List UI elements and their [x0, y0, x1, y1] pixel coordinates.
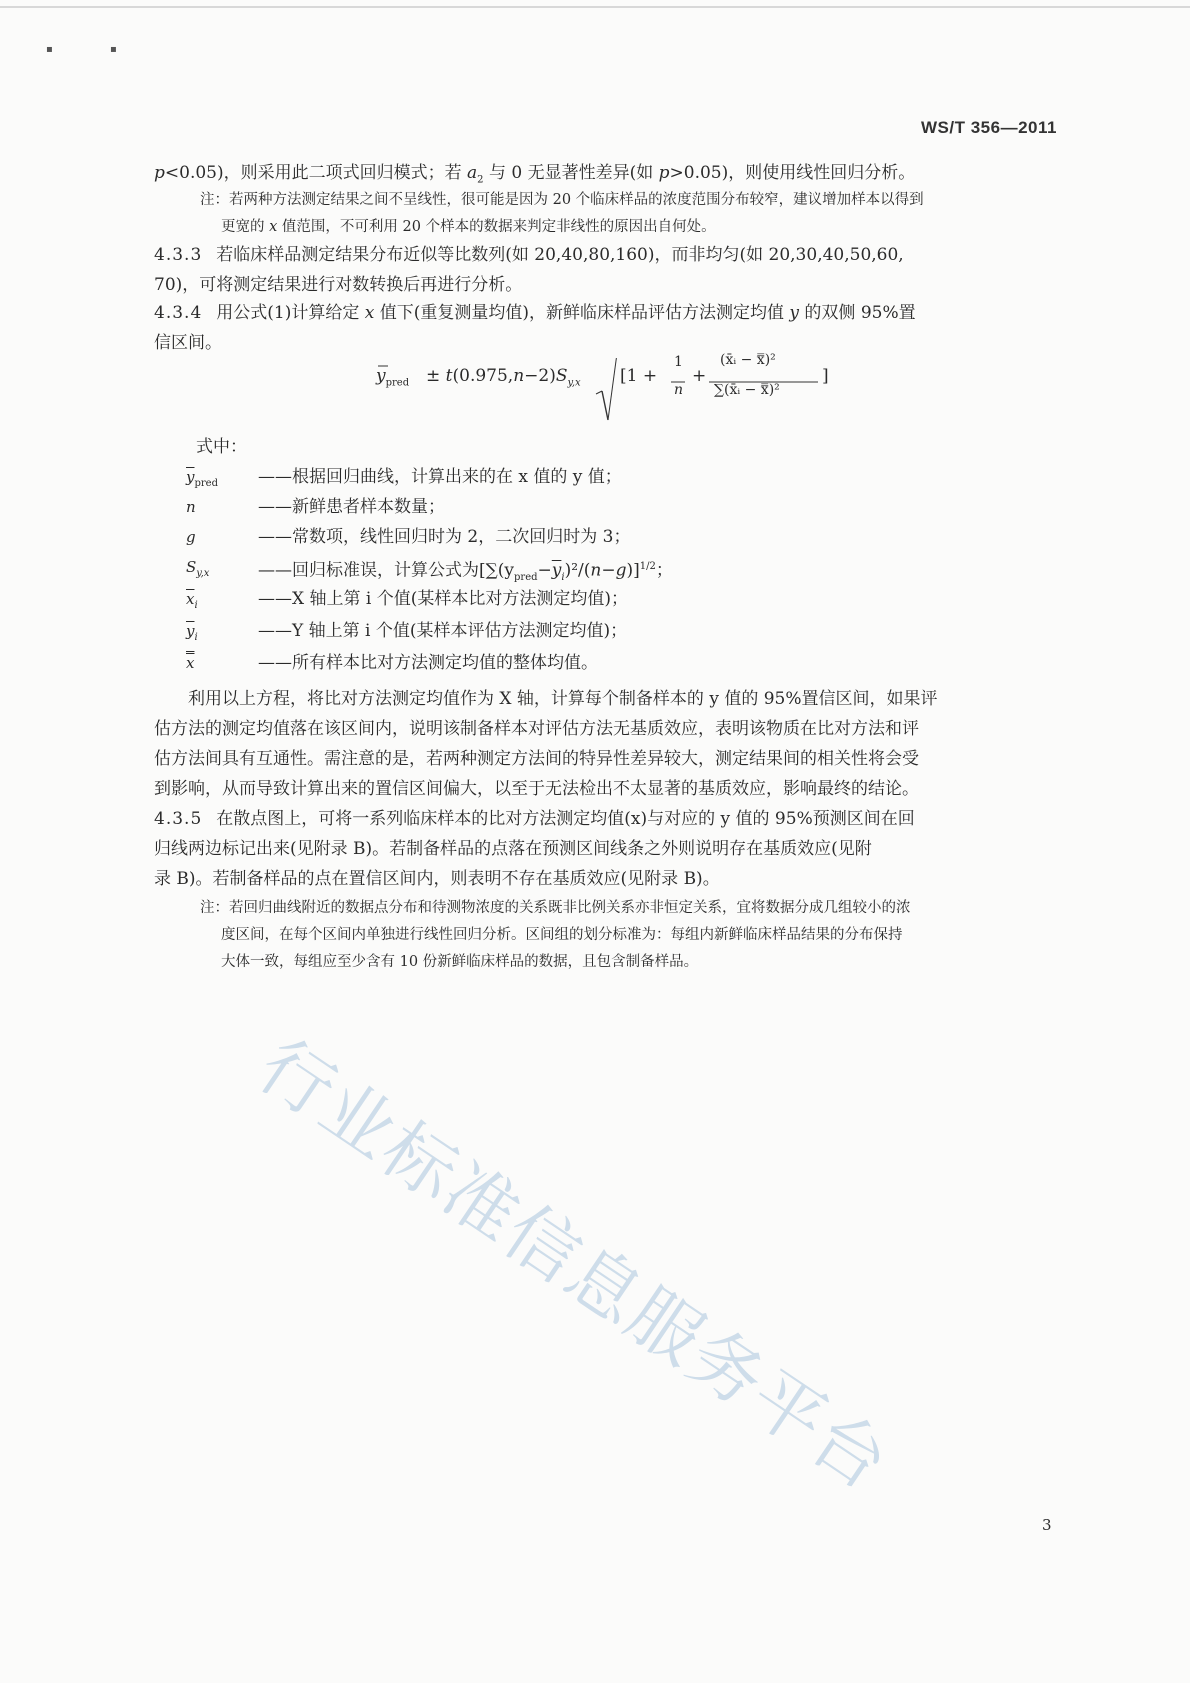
definition-item: $S_{y,x}$ ——回归标准误，计算公式为$[\sum(y_{pred}-\overline{y}_i)^2/(n-g)]^{1/2}$；: [186, 558, 673, 584]
clause-4-3-3: 4.3.3 若临床样品测定结果分布近似等比数列(如 20,40,80,160)，而非均匀(如 20,30,40,50,60, 70)，可将测定结果进行对数转换后再进行分析。: [154, 245, 904, 295]
definition-item: g ——常数项，线性回归时为 2，二次回归时为 3；: [186, 527, 631, 547]
clause-4-3-5: 4.3.5 在散点图上，可将一系列临床样本的比对方法测定均值(x)与对应的 y 值的 95%预测区间在回 归线两边标记出来(见附录 B)。若制备样品的点落在预测区间线条之外则说明存在基质效应(见附 录 B)。若制备样品的点在置信区间内，则表明不存在基质效应(见附录 B)。: [154, 809, 915, 889]
definition-item: x ——所有样本比对方法测定均值的整体均值。: [186, 653, 598, 673]
definition-item: $\overline{x}_i$ ——X 轴上第 i 个值(某样本比对方法测定均值)；: [186, 589, 629, 611]
standard-code: WS/T 356—2011: [921, 118, 1057, 137]
definition-item: $\overline{y}_{pred}$ ——根据回归曲线，计算出来的在 x 值的 y 值；: [186, 467, 622, 489]
page-number: 3: [1042, 1516, 1052, 1534]
definition-item: n ——新鲜患者样本数量；: [186, 497, 445, 517]
note-1: 注：若两种方法测定结果之间不呈线性，很可能是因为 20 个临床样品的浓度范围分布较窄，建议增加样本以得到 更宽的 x 值范围，不可利用 20 个样本的数据来判定非线性的原因出自何处。: [200, 192, 924, 235]
definition-item: $\overline{y}_i$ ——Y 轴上第 i 个值(某样本评估方法测定均值)；: [186, 621, 628, 643]
formula-1: $y_{pred}$ ± $t(0.975,n-2)S_{y,x}$ [1 + 1 n + (x̄ᵢ − x̿)² ∑(x̄ᵢ − x̿)² ]: [376, 358, 896, 438]
watermark: 行业标准信息服务平台: [244, 1023, 905, 1507]
note-2: 注：若回归曲线附近的数据点分布和待测物浓度的关系既非比例关系亦非恒定关系，宜将数据分成几组较小的浓 度区间，在每个区间内单独进行线性回归分析。区间组的划分标准为：每组内新鲜临床样品结果的分布保持 大体一致，每组应至少含有 10 份新鲜临床样品的数据，且包含制备样品。: [200, 900, 911, 970]
scan-speck: ▪: [110, 44, 117, 55]
scan-edge: [0, 6, 1190, 8]
paragraph-continuation: p<0.05)，则采用此二项式回归模式；若 $a_2$ 与 0 无显著性差异(如 p>0.05)，则使用线性回归分析。: [154, 163, 916, 186]
clause-4-3-4: 4.3.4 用公式(1)计算给定 x 值下(重复测量均值)，新鲜临床样品评估方法测定均值 y 的双侧 95%置 信区间。: [154, 303, 916, 353]
definitions-header: 式中：: [196, 437, 247, 457]
scan-speck: ▪: [46, 44, 53, 55]
paragraph-interpretation: 利用以上方程，将比对方法测定均值作为 X 轴，计算每个制备样本的 y 值的 95%置信区间，如果评 估方法的测定均值落在该区间内，说明该制备样本对评估方法无基质效应，表明该物质在比对方法和评 估方法间具有互通性。需注意的是，若两种测定方法间的特异性差异较大，测定结果间的相关性将会受 到影响，从而导致计算出来的置信区间偏大，以至于无法检出不太显著的基质效应，影响最终的结论。: [154, 689, 938, 799]
